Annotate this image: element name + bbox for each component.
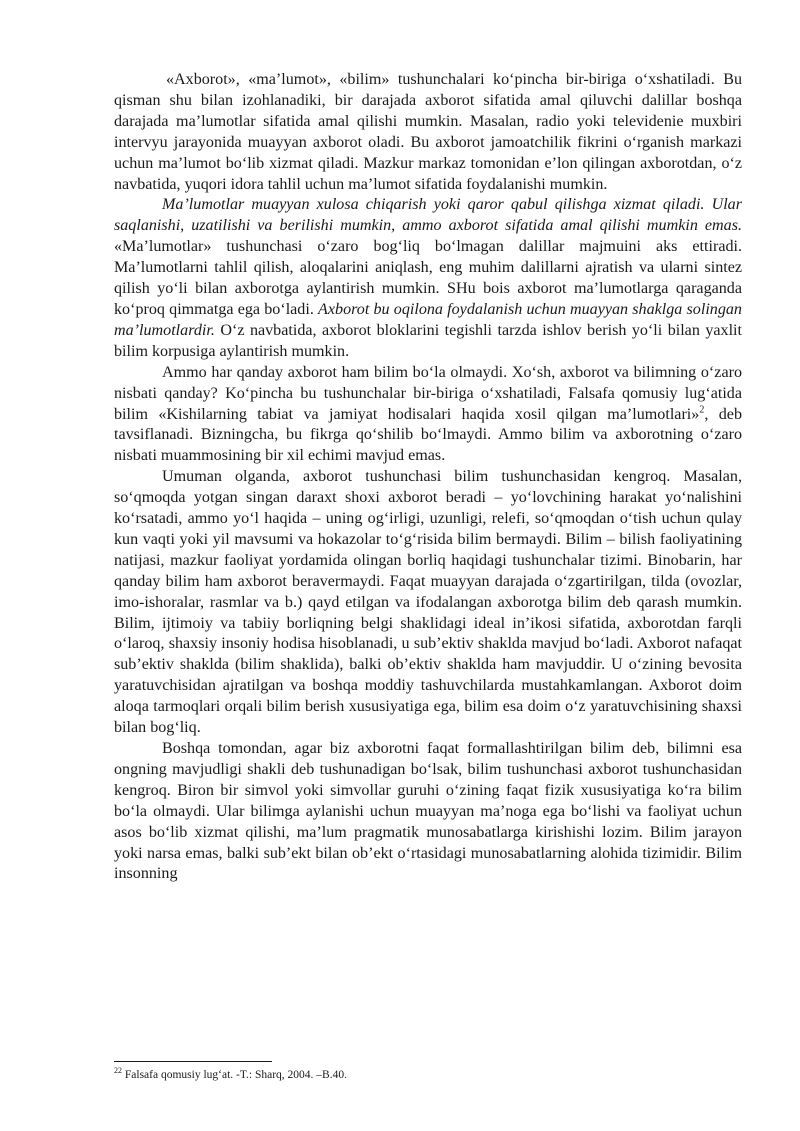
italic-text: Axborot bu oqilona foydalanish uchun muayyan shaklga solingan ma’lumotlardir. <box>114 300 742 339</box>
paragraph-text: Boshqa tomondan, agar biz axborotni faqat formallashtirilgan bilim deb, bilimni esa ongning mavjudligi shakli deb tushunadigan bo‘lsak, bilim tushunchasi axborot tushunchasidan kengroq. Biron bir simvol yoki simvollar guruhi o‘zining faqat fizik xususiyatiga ko‘ra bilim bo‘la olmaydi. Ular bilimga aylanishi uchun muayyan ma’noga ega bo‘lishi va faoliyat uchun asos bo‘lib xizmat qilishi, ma’lum pragmatik munosabatlarga kirishishi lozim. Bilim jarayon yoki narsa emas, balki sub’ekt bilan ob’ekt o‘rtasidagi munosabatlarning alohida tizimidir. Bilim insonning <box>114 740 742 883</box>
footnote <box>114 1068 347 1082</box>
document-body <box>114 70 742 885</box>
footnote-divider <box>114 1061 272 1062</box>
paragraph <box>114 363 742 468</box>
paragraph-text: O‘z navbatida, axborot bloklarini tegishli tarzda ishlov berish yo‘li bilan yaxlit bilim korpusiga aylantirish mumkin. <box>114 321 742 360</box>
paragraph-text: Umuman olganda, axborot tushunchasi bilim tushunchasidan kengroq. Masalan, so‘qmoqda yotgan singan daraxt shoxi axborot beradi – yo‘lovchining harakat yo‘nalishini ko‘rsatadi, ammo yo‘l haqida – uning og‘irligi, uzunligi, relefi, so‘qmoqdan o‘tish uchun qulay kun vaqti yoki yil mavsumi va hokazolar to‘g‘risida bilim bermaydi. Bilim – bilish faoliyatining natijasi, mazkur faoliyat yordamida olingan borliq haqidagi tushunchalar tizimi. Binobarin, har qanday bilim ham axborot beravermaydi. Faqat muayyan darajada o‘zgartirilgan, tilda (ovozlar, imo-ishoralar, rasmlar va b.) qayd etilgan va ifodalangan axborotga bilim deb qarash mumkin. Bilim, ijtimoiy va tabiiy borliqning belgi shaklidagi ideal in’ikosi sifatida, axborotdan farqli o‘laroq, shaxsiy insoniy hodisa hisoblanadi, u sub’ektiv shaklda mavjud bo‘ladi. Axborot nafaqat sub’ektiv shaklda (bilim shaklida), balki ob’ektiv shaklda ham mavjuddir. U o‘zining bevosita yaratuvchisidan ajratilgan va boshqa moddiy tashuvchilarda mustahkamlangan. Axborot doim aloqa tarmoqlari orqali bilim berish xususiyatiga ega, bilim esa doim o‘z yaratuvchisining shaxsi bilan bog‘liq. <box>114 468 742 737</box>
footnote-text: Falsafa qomusiy lug‘at. -T.: Sharq, 2004. –B.40. <box>122 1069 347 1081</box>
italic-text: Ma’lumotlar muayyan xulosa chiqarish yoki qaror qabul qilishga xizmat qiladi. Ular saqlanishi, uzatilishi va berilishi mumkin, ammo axborot sifatida amal qilishi mumkin emas. <box>114 196 742 235</box>
paragraph <box>114 195 742 362</box>
paragraph <box>114 467 742 739</box>
paragraph-text: «Axborot», «ma’lumot», «bilim» tushunchalari ko‘pincha bir-biriga o‘xshatiladi. Bu qisman shu bilan izohlanadiki, bir darajada axborot sifatida amal qiluvchi dalillar boshqa darajada ma’lumotlar sifatida amal qilishi mumkin. Masalan, radio yoki televidenie muxbiri intervyu jarayonida muayyan axborot oladi. Bu axborot jamoatchilik fikrini o‘rganish markazi uchun ma’lumot bo‘lib xizmat qiladi. Mazkur markaz tomonidan e’lon qilingan axborotdan, o‘z navbatida, yuqori idora tahlil uchun ma’lumot sifatida foydalanishi mumkin. <box>114 71 742 193</box>
footnote-marker: 22 <box>114 1066 122 1076</box>
paragraph <box>114 70 742 195</box>
paragraph-text: , deb tavsiflanadi. Bizningcha, bu fikrga qo‘shilib bo‘lmaydi. Ammo bilim va axborotning o‘zaro nisbati muammosining bir xil echimi mavjud emas. <box>114 405 742 465</box>
paragraph-text: Ammo har qanday axborot ham bilim bo‘la olmaydi. Xo‘sh, axborot va bilimning o‘zaro nisbati qanday? Ko‘pincha bu tushunchalar bir-biriga o‘xshatiladi, Falsafa qomusiy lug‘atida bilim «Kishilarning tabiat va jamiyat hodisalari haqida xosil qilgan ma’lumotlari» <box>114 363 742 423</box>
paragraph-text: «Ma’lumotlar» tushunchasi o‘zaro bog‘liq bo‘lmagan dalillar majmuini aks ettiradi. Ma’lumotlarni tahlil qilish, aloqalarini aniqlash, eng muhim dalillarni ajratish va ularni sintez qilish yo‘li bilan axborotga aylantirish mumkin. SHu bois axborot ma’lumotlarga qaraganda ko‘proq qimmatga ega bo‘ladi. <box>114 238 742 318</box>
footnote-reference: 2 <box>699 404 705 416</box>
paragraph <box>114 739 742 885</box>
